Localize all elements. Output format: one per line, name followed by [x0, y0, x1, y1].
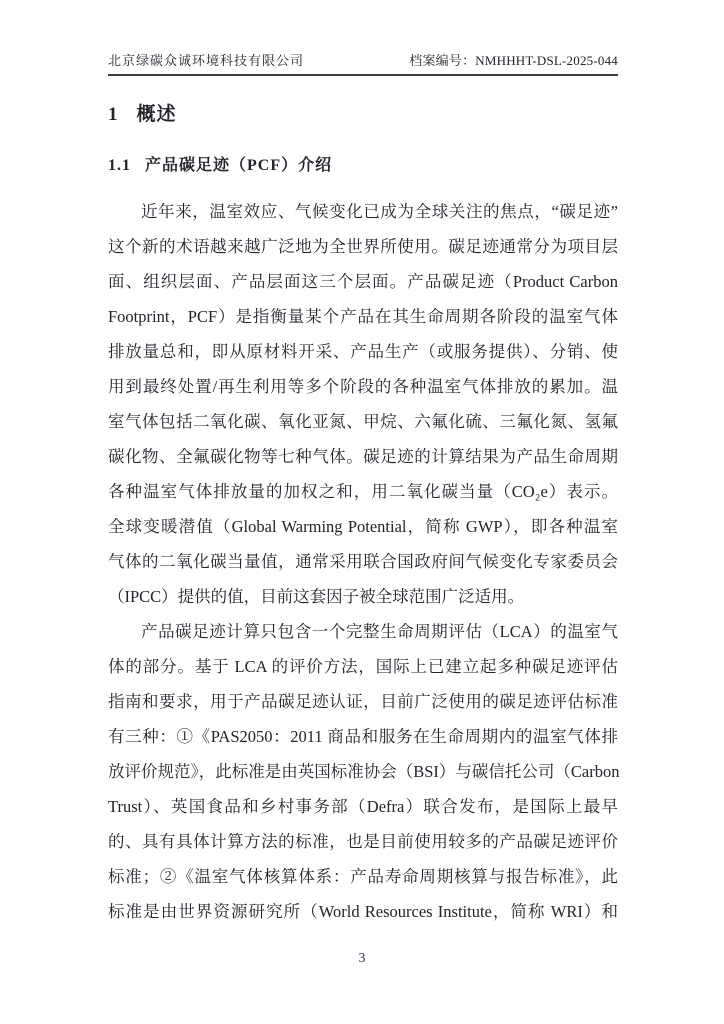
body-line: 碳化物、全氟碳化物等七种气体。碳足迹的计算结果为产品生命周期 [108, 447, 618, 466]
body-line: 各种温室气体排放量的加权之和，用二氧化碳当量（CO₂e）表示。 [108, 482, 618, 501]
subsection-heading [108, 152, 618, 175]
body-line: 排放量总和，即从原材料开采、产品生产（或服务提供）、分销、使 [108, 342, 618, 361]
body-line: Trust）、英国食品和乡村事务部（Defra）联合发布，是国际上最早 [108, 797, 618, 816]
body-line: 近年来，温室效应、气候变化已成为全球关注的焦点，“碳足迹” [141, 202, 618, 221]
body-line: 标准是由世界资源研究所（World Resources Institute，简称 WRI）和 [108, 902, 618, 921]
subsection-number: 1.1 [108, 157, 131, 174]
section-heading [108, 99, 618, 126]
paragraph-1 [108, 194, 618, 614]
body-line: 这个新的术语越来越广泛地为全世界所使用。碳足迹通常分为项目层 [108, 237, 618, 256]
body-line: 体的部分。基于 LCA 的评价方法，国际上已建立起多种碳足迹评估 [108, 657, 618, 676]
body-line: 放评价规范》，此标准是由英国标准协会（BSI）与碳信托公司（Carbon [108, 762, 620, 781]
body-text [108, 194, 618, 929]
section-title: 概述 [136, 104, 177, 125]
paragraph-2 [108, 614, 618, 929]
body-line: 面、组织层面、产品层面这三个层面。产品碳足迹（Product Carbon [108, 272, 618, 291]
doc-number: 档案编号：NMHHHT-DSL-2025-044 [409, 53, 618, 68]
body-line: 全球变暖潜值（Global Warming Potential，简称 GWP），即各种温室 [108, 517, 618, 536]
body-line: 指南和要求，用于产品碳足迹认证，目前广泛使用的碳足迹评估标准 [108, 692, 618, 711]
subsection-title: 产品碳足迹（PCF）介绍 [145, 157, 333, 174]
page-content [108, 73, 618, 929]
body-line: 有三种：①《PAS2050：2011 商品和服务在生命周期内的温室气体排 [108, 727, 618, 746]
body-line: （IPCC）提供的值，目前这套因子被全球范围广泛适用。 [108, 587, 525, 606]
body-line: 气体的二氧化碳当量值，通常采用联合国政府间气候变化专家委员会 [108, 552, 618, 571]
body-line: 标准；②《温室气体核算体系：产品寿命周期核算与报告标准》，此 [108, 867, 618, 886]
page-number: 3 [358, 950, 366, 965]
section-number: 1 [108, 104, 119, 125]
body-line: 用到最终处置/再生利用等多个阶段的各种温室气体排放的累加。温 [108, 377, 618, 396]
body-line: 室气体包括二氧化碳、氧化亚氮、甲烷、六氟化硫、三氟化氮、氢氟 [108, 412, 618, 431]
body-line: 产品碳足迹计算只包含一个完整生命周期评估（LCA）的温室气 [141, 622, 618, 641]
body-line: 的、具有具体计算方法的标准，也是目前使用较多的产品碳足迹评价 [108, 832, 618, 851]
company-name: 北京绿碳众诚环境科技有限公司 [108, 53, 305, 68]
body-line: Footprint，PCF）是指衡量某个产品在其生命周期各阶段的温室气体 [108, 307, 618, 326]
